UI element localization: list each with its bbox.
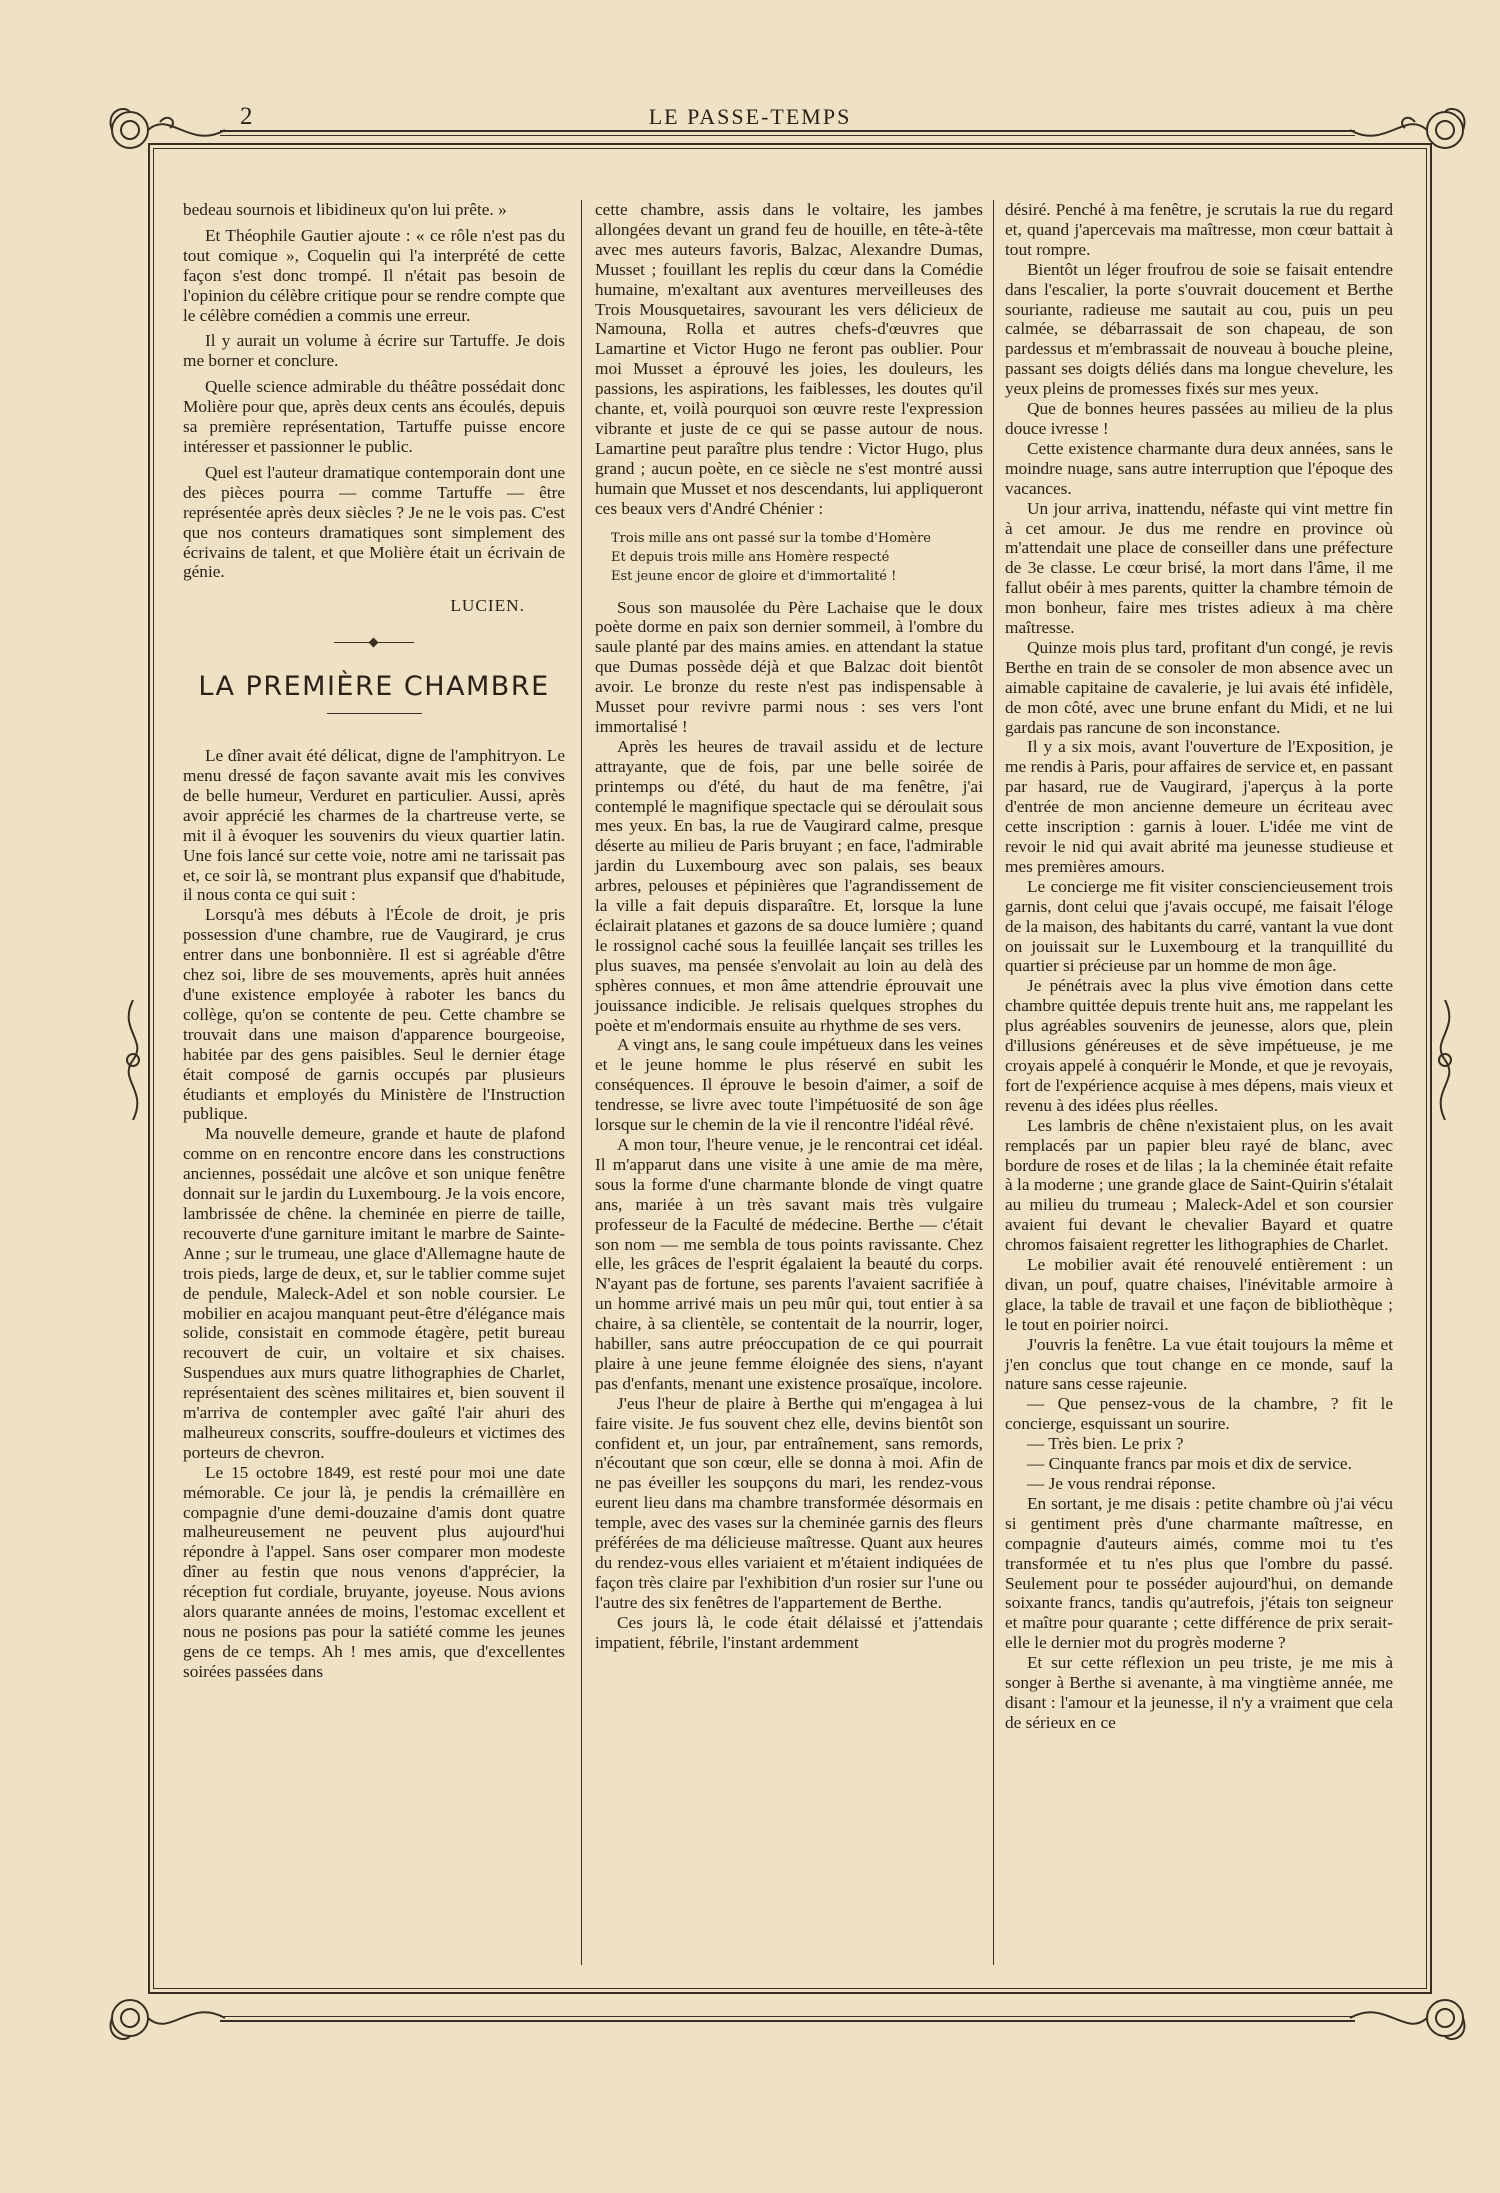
paragraph: Et Théophile Gautier ajoute : « ce rôle n'est pas du tout comique », Coquelin qui l'a interprété de cette façon s'est donc trompé. Il n'était pas besoin de l'opinion du célèbre critique pour se rendre compte que le célèbre comédien a commis une erreur. xyxy=(183,225,565,325)
paragraph: Je pénétrais avec la plus vive émotion dans cette chambre quittée depuis trente huit ans, me rappelant les plus agréables souvenirs de jeunesse, alors que, plein d'illusions généreuses et de sève impétueuse, je me croyais appelé à conquérir le Monde, et que je revoyais, fort de l'expérience acquise à mes dépens, mais vieux et revenu à des idées plus réelles. xyxy=(1005,976,1393,1115)
dialogue-line: — Cinquante francs par mois et dix de service. xyxy=(1027,1454,1352,1474)
paragraph: Lorsqu'à mes débuts à l'École de droit, je pris possession d'une chambre, rue de Vaugirard, je crus entrer dans une bonbonnière. Il est si agréable d'être chez soi, libre de ses mouvements, après huit années d'une existence employée à raboter les bancs du collège, qu'on se contente de peu. Cette chambre se trouvait dans une maison d'apparence bourgeoise, habitée par des gens paisibles. Seul le dernier étage était composé de garnis occupés par plusieurs étudiants et employés du Ministère de l'Instruction publique. xyxy=(183,905,565,1124)
paragraph: Quinze mois plus tard, profitant d'un congé, je revis Berthe en train de se consoler de mon absence avec un aimable capitaine de cavalerie, je lui avais été infidèle, de mon côté, avec une brune enfant du Midi, et ne lui gardais pas rancune de son inconstance. xyxy=(1005,637,1393,737)
paragraph: Ces jours là, le code était délaissé et j'attendais impatient, fébrile, l'instant ardemment xyxy=(595,1612,983,1652)
paragraph: Un jour arriva, inattendu, néfaste qui vint mettre fin à cet amour. Je dus me rendre en province où m'attendait une place de conseiller dans une préfecture de 3e classe. Le cœur brisé, la mort dans l'âme, il me fallut obéir à mes parents, quitter la chambre témoin de mon bonheur, faire mes tristes adieux à ma chère maîtresse. xyxy=(1005,498,1393,638)
paragraph: Cette existence charmante dura deux années, sans le moindre nuage, sans autre interruption que l'époque des vacances. xyxy=(1005,438,1393,498)
column-divider-2 xyxy=(993,200,994,1965)
flourish-ornament-right-side xyxy=(1430,1000,1460,1120)
paragraph: A vingt ans, le sang coule impétueux dans les veines et le jeune homme le plus réservé en subit les conséquences. Il éprouve le besoin d'aimer, a soif de tendresse, se livre avec toute l'impétuosité de son âge lorsque sur le chemin de la vie il rencontre l'idéal rêvé. xyxy=(595,1035,983,1135)
masthead-title: LE PASSE-TEMPS xyxy=(648,104,852,129)
footer-rule xyxy=(220,2016,1355,2022)
section-divider xyxy=(334,642,414,643)
author-signature: LUCIEN. xyxy=(450,596,525,616)
paragraph: J'ouvris la fenêtre. La vue était toujours la même et j'en conclus que tout change en ce monde, sauf la nature sans cesse rajeunie. xyxy=(1005,1334,1393,1394)
article-title: LA PREMIÈRE CHAMBRE xyxy=(198,671,550,703)
dialogue-line: — Que pensez-vous de la chambre, ? fit le concierge, esquissant un sourire. xyxy=(1005,1394,1393,1434)
paragraph: bedeau sournois et libidineux qu'on lui prête. » xyxy=(183,200,507,219)
column-divider-1 xyxy=(581,200,582,1965)
paragraph: Quelle science admirable du théâtre possédait donc Molière pour que, après deux cents ans écoulés, depuis sa première représentation, Tartuffe puisse encore intéresser et passionner le public. xyxy=(183,377,565,456)
paragraph: désiré. Penché à ma fenêtre, je scrutais la rue du regard et, quand j'apercevais ma maîtresse, mon cœur battait à tout rompre. xyxy=(1005,200,1393,259)
title-rule xyxy=(327,713,422,714)
poem-quote xyxy=(611,529,983,586)
paragraph: J'eus l'heur de plaire à Berthe qui m'engagea à lui faire visite. Je fus souvent chez elle, devins bientôt son confident et, un jour, par entraînement, sans remords, n'écoutant que son cœur, elle se donna à moi. Afin de ne pas éveiller les soupçons du mari, les rendez-vous eurent lieu dans ma chambre transformée désormais en temple, avec des vases sur la cheminée garnis des fleurs préférées de ma délicieuse maîtresse. Quant aux heures du rendez-vous elles variaient et m'étaient indiquées de façon très claire par l'exhibition d'un rosier sur l'une ou l'autre des six fenêtres de l'appartement de Berthe. xyxy=(595,1393,983,1612)
paragraph: Ma nouvelle demeure, grande et haute de plafond comme on en rencontre encore dans les constructions anciennes, possédait une alcôve et son unique fenêtre donnait sur le jardin du Luxembourg. Je la vois encore, lambrissée de chêne. la cheminée en pierre de taille, recouverte d'une garniture imitant le marbre de Sainte-Anne ; sur le trumeau, une glace d'Allemagne haute de trois pieds, large de deux, et, sur le tablier comme sujet de pendule, Maleck-Adel et son noble coursier. Le mobilier en acajou manquant peut-être d'élégance mais solide, consistait en commode étagère, petit bureau recouvert de cuir, un voltaire et six chaises. Suspendues aux murs quatre lithographies de Charlet, représentaient des scènes militaires et, bien souvent il m'arriva de contempler avec gaîté l'air ahuri des malheureux conscrits, souffre-douleurs et victimes des porteurs de chevron. xyxy=(183,1124,565,1462)
paragraph: cette chambre, assis dans le voltaire, les jambes allongées devant un grand feu de houille, en tête-à-tête avec mes auteurs favoris, Balzac, Alexandre Dumas, Musset ; fouillant les replis du cœur dans la Comédie humaine, m'exaltant aux aventures merveilleuses des Trois Mousquetaires, savourant les vers délicieux de Namouna, Rolla et autres chefs-d'œuvres que Lamartine et Victor Hugo ne feront pas oublier. Pour moi Musset a éprouvé les joies, les douleurs, les passions, les aspirations, les faiblesses, les doutes qu'il chante, et, voilà pourquoi son œuvre reste l'expression vibrante et juste de ce qui se passe autour de nous. Lamartine peut paraître plus tendre : Victor Hugo, plus grand ; aucun poète, en ce siècle ne s'est montré aussi humain que Musset et nos descendants, lui appliqueront ces beaux vers d'André Chénier : xyxy=(595,200,983,518)
paragraph: Le concierge me fit visiter consciencieusement trois garnis, dont celui que j'avais occupé, me faisait l'éloge de la maison, des habitants du carré, vantant la vue dont on jouissait sur le Luxembourg et la tranquillité du quartier si précieuse par un homme de mon âge. xyxy=(1005,876,1393,976)
paragraph: Bientôt un léger froufrou de soie se faisait entendre dans l'escalier, la porte s'ouvrait doucement et Berthe souriante, radieuse me sautait au cou, puis un peu calmée, se débarrassait de son chapeau, de son pardessus et m'embrassait de nouveau à bouche pleine, passant ses doigts déliés dans ma longue chevelure, les yeux pleins de promesses fixés sur mes yeux. xyxy=(1005,259,1393,399)
flourish-ornament-left-side xyxy=(118,1000,148,1120)
column-1 xyxy=(183,200,565,1682)
poem-line: Est jeune encor de gloire et d'immortalité ! xyxy=(611,568,897,584)
paragraph: Le mobilier avait été renouvelé entièrement : un divan, un pouf, quatre chaises, l'inévitable armoire à glace, la table de travail et une façon de bibliothèque ; le tout en poirier noirci. xyxy=(1005,1255,1393,1334)
flourish-ornament-bottom-left xyxy=(100,1988,230,2048)
paragraph: Les lambris de chêne n'existaient plus, on les avait remplacés par un papier bleu rayé de blanc, avec bordure de roses et de lilas ; la la cheminée était refaite à la moderne ; une grande glace de Saint-Quirin s'étalait au milieu du trumeau ; Maleck-Adel et son coursier avaient fui devant le chevalier Bayard et quatre chromos faisaient regretter les lithographies de Charlet. xyxy=(1005,1115,1393,1255)
paragraph: Sous son mausolée du Père Lachaise que le doux poète dorme en paix son dernier sommeil, à l'ombre du saule planté par des mains amies. en attendant la statue que Dumas possède déjà et que Balzac doit bientôt avoir. Le bronze du reste n'est pas indispensable à Musset pour revivre parmi nous : ses vers l'ont immortalisé ! xyxy=(595,597,983,736)
paragraph: Que de bonnes heures passées au milieu de la plus douce ivresse ! xyxy=(1005,399,1393,438)
paragraph: Le 15 octobre 1849, est resté pour moi une date mémorable. Ce jour là, je pendis la crémaillère en compagnie d'une demi-douzaine d'amis dont quatre malheureusement ne peuvent plus aujourd'hui répondre à l'appel. Sans oser comparer mon modeste dîner au festin que nous venons d'apprécier, la réception fut cordiale, bruyante, joyeuse. Nous avions alors quarante années de moins, l'estomac excellent et nous ne posions pas pour la satiété comme les jeunes gens de ce temps. Ah ! mes amis, que d'excellentes soirées passées dans xyxy=(183,1462,565,1681)
column-3 xyxy=(1005,200,1393,1733)
column-2 xyxy=(595,200,983,1653)
poem-line: Trois mille ans ont passé sur la tombe d'Homère xyxy=(611,530,931,546)
paragraph: Il y aurait un volume à écrire sur Tartuffe. Je dois me borner et conclure. xyxy=(183,331,565,371)
poem-line: Et depuis trois mille ans Homère respecté xyxy=(611,549,890,565)
flourish-ornament-bottom-right xyxy=(1345,1988,1475,2048)
paragraph: Quel est l'auteur dramatique contemporain dont une des pièces pourra — comme Tartuffe — être représentée après deux siècles ? Je ne le vois pas. C'est que nos conteurs dramatiques sont simplement des écrivains de talent, et que Molière était un écrivain de génie. xyxy=(183,462,565,582)
paragraph: Le dîner avait été délicat, digne de l'amphitryon. Le menu dressé de façon savante avait mis les convives de belle humeur, Verduret en particulier. Aussi, après avoir apprécié les charmes de la chartreuse verte, se mit il à évoquer les souvenirs du vieux quartier latin. Une fois lancé sur cette voie, notre ami ne tarissait pas et, ce soir là, se montrant plus expansif que d'habitude, il nous conta ce qui suit : xyxy=(183,746,565,905)
paragraph: A mon tour, l'heure venue, je le rencontrai cet idéal. Il m'apparut dans une visite à une amie de ma mère, sous la forme d'une charmante blonde de vingt quatre ans, mariée à un très savant mais très vulgaire professeur de la Faculté de médecine. Berthe — c'était son nom — me sembla de tous points ravissante. Chez elle, les grâces de l'esprit égalaient la beauté du corps. N'ayant pas de fortune, ses parents l'avaient sacrifiée à un homme arrivé mais un peu mûr qui, tout entier à sa chaire, à sa clientèle, se contentait de la nourrir, loger, habiller, sans autre préoccupation de ce qui pourrait plaire à une jeune femme éloignée des siens, n'ayant pas d'enfants, menant une existence prosaïque, incolore. xyxy=(595,1134,983,1393)
paragraph: Il y a six mois, avant l'ouverture de l'Exposition, je me rendis à Paris, pour affaires de service et, en passant par hasard, rue de Vaugirard, j'aperçus à la porte d'entrée de mon ancienne demeure un écriteau avec cette inscription : garnis à louer. L'idée me vint de revoir le nid qui avait abrité ma jeunesse studieuse et mes premières amours. xyxy=(1005,737,1393,876)
dialogue-line: — Je vous rendrai réponse. xyxy=(1027,1474,1216,1493)
paragraph: Après les heures de travail assidu et de lecture attrayante, que de fois, par une belle soirée de printemps ou d'été, du haut de ma fenêtre, j'ai contemplé le magnifique spectacle qui se déroulait sous mes yeux. En bas, la rue de Vaugirard calme, presque déserte au milieu de Paris bruyant ; en face, l'admirable jardin du Luxembourg avec son palais, ses beaux arbres, pelouses et pépinières que l'agrandissement de la ville a fait depuis disparaître. Et, lorsque la lune éclairait platanes et gazons de sa douce lumière ; quand le rossignol caché sous la feuillée lançait ses trilles les plus suaves, ma pensée s'envolait au loin au delà des sphères connues, et mon âme attendrie éprouvait une jouissance indicible. Je relisais quelques strophes du poète et m'endormais ensuite au rhythme de ses vers. xyxy=(595,736,983,1035)
paragraph: En sortant, je me disais : petite chambre où j'ai vécu si gentiment près d'une charmante maîtresse, en compagnie d'auteurs aimés, comme moi tu t'es transformée et tu n'es plus que l'ombre du passé. Seulement pour te posséder aujourd'hui, on demande soixante francs, tandis qu'autrefois, j'étais ton seigneur et maître pour quarante ; cette différence de prix serait-elle le dernier mot du progrès moderne ? xyxy=(1005,1493,1393,1653)
paragraph: Et sur cette réflexion un peu triste, je me mis à songer à Berthe si avenante, à ma vingtième année, me disant : l'amour et la jeunesse, il n'y a vraiment que cela de sérieux en ce xyxy=(1005,1653,1393,1732)
dialogue-line: — Très bien. Le prix ? xyxy=(1027,1434,1184,1454)
page-number: 2 xyxy=(240,103,253,130)
header-rule xyxy=(220,130,1355,136)
